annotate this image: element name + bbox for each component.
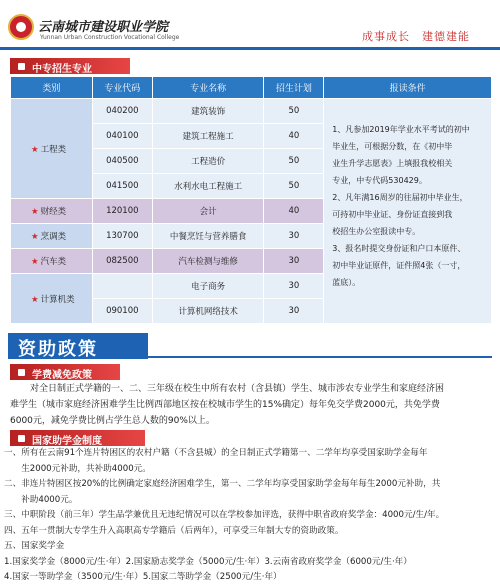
code-cell: 082500 [92,249,152,274]
name-cell: 工程造价 [152,149,264,174]
col-header-category: 类别 [11,77,93,99]
plan-cell: 50 [264,99,324,124]
plan-cell: 30 [264,249,324,274]
star-icon: ★ [31,294,39,305]
star-icon: ★ [31,144,39,155]
name-cell: 水利水电工程施工 [152,174,264,199]
code-cell: 120100 [92,199,152,224]
requirements-cell: 1、凡参加2019年学业水平考试的初中 毕业生，可根据分数，在《初中毕 业生升学志愿表》上填报我校相关 专业，中专代码530429。 2、凡年满16周岁的往届初中毕业生， 可持初中毕业证、身份证直接到我 校招生办公室报读中专。 3、报名时提交身份证和户口本原件、 初中毕业证原件，证件照4张（一寸， 蓝底）。 [324,99,492,324]
plan-cell: 40 [264,199,324,224]
section-title-grant: 国家助学金制度 [10,430,145,446]
aid-policy-title: 资助政策 [8,333,148,359]
name-cell: 电子商务 [152,274,264,299]
plan-cell: 50 [264,174,324,199]
plan-cell: 50 [264,149,324,174]
category-cell: ★ 计算机类 [11,274,93,324]
school-motto: 成事成长 建德建能 [362,30,470,43]
code-cell [92,274,152,299]
name-cell: 中餐烹饪与营养膳食 [152,224,264,249]
code-cell: 130700 [92,224,152,249]
code-cell: 040100 [92,124,152,149]
name-cell: 建筑工程施工 [152,124,264,149]
table-header-row [11,77,492,99]
tuition-paragraph: 对全日制正式学籍的一、二、三年级在校生中所有农村（含县镇）学生、城市涉农专业学生和家庭经济困 难学生（城市家庭经济困难学生比例西部地区按在校城市学生的15%确定）每年免交学费2000元，共免学费 6000元，减免学费比例占学生总人数的90%以上。 [10,384,445,426]
grant-paragraph: 一、所有在云南91个连片特困区的农村户籍（不含县城）的全日制正式学籍第一、二学年均享受国家助学金每年 生2000元补助，共补助4000元。 二、非连片特困区按20%的比例确定家庭经济困难学生，第一、二学年均享受国家助学金每年每生2000元补助，共 补助4000元。 三、中职阶段（前三年）学生品学兼优且无违纪情况可以在学校参加评选，获得中职省政府奖学金：4000元/生/年。 四、五年一贯制大专学生升入高职高专学籍后（后两年），可享受三年制大专的资助政策。 五、国家奖学金 1.国家奖学金（8000元/生·年）2.国家励志奖学金（5000元/生·年）3.云南省政府奖学金（6000元/生·年） 4.国家一等助学金（3500元/生·年）5.国家二等助学金（2500元/生·年） [4,448,445,582]
table-row [11,99,492,124]
school-logo-icon [8,14,34,40]
header-bar [0,0,500,50]
section-title-tuition: 学费减免政策 [10,364,120,380]
plan-cell: 30 [264,224,324,249]
plan-cell: 40 [264,124,324,149]
code-cell: 040500 [92,149,152,174]
col-header-code: 专业代码 [92,77,152,99]
code-cell: 090100 [92,299,152,324]
category-cell: ★ 工程类 [11,99,93,199]
code-cell: 041500 [92,174,152,199]
school-name-en: Yunnan Urban Construction Vocational College [40,34,180,41]
category-cell: ★ 财经类 [11,199,93,224]
star-icon: ★ [31,257,39,267]
code-cell: 040200 [92,99,152,124]
school-name-cn: 云南城市建设职业学院 [38,20,169,35]
name-cell: 计算机网络技术 [152,299,264,324]
plan-cell: 30 [264,274,324,299]
col-header-name: 专业名称 [152,77,264,99]
plan-cell: 30 [264,299,324,324]
star-icon: ★ [31,207,39,217]
admission-table [10,76,492,324]
star-icon: ★ [31,232,39,242]
category-cell: ★ 汽车类 [11,249,93,274]
name-cell: 会计 [152,199,264,224]
category-cell: ★ 烹调类 [11,224,93,249]
section-title-zhongzhuan: 中专招生专业 [10,58,130,74]
col-header-plan: 招生计划 [264,77,324,99]
name-cell: 建筑装饰 [152,99,264,124]
divider [148,356,492,358]
name-cell: 汽车检测与维修 [152,249,264,274]
col-header-requirements: 报读条件 [324,77,492,99]
